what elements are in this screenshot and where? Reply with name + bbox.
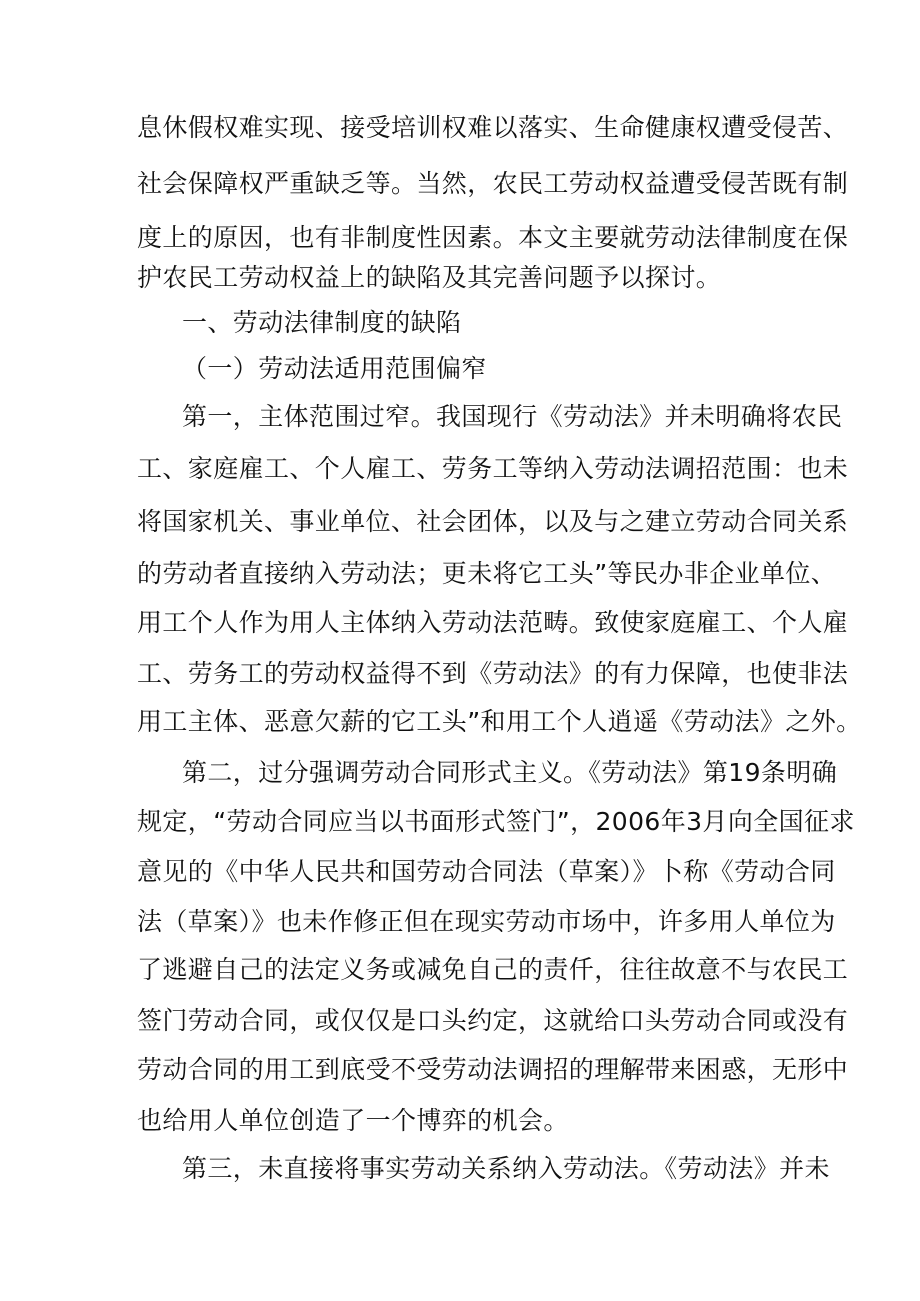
text-line: 度上的原因，也有非制度性因素。本文主要就劳动法律制度在保 (137, 223, 849, 252)
paragraph-first-line: 第三，未直接将事实劳动关系纳入劳动法。《劳动法》并未 (182, 1154, 830, 1183)
text-line: 息休假权难实现、接受培训权难以落实、生命健康权遭受侵苦、 (137, 113, 849, 142)
section-heading: 一、劳动法律制度的缺陷 (182, 308, 462, 337)
text-line: 社会保障权严重缺乏等。当然，农民工劳动权益遭受侵苦既有制 (137, 169, 849, 198)
text-line: 护农民工劳动权益上的缺陷及其完善问题予以探讨。 (137, 263, 722, 292)
text-line: 的劳动者直接纳入劳动法；更未将它工头”等民办非企业单位、 (137, 559, 837, 588)
text-line: 了逃避自己的法定义务或减免自己的责仟，往往故意不与农民工 (137, 955, 849, 984)
text-line: 规定，“劳动合同应当以书面形式签门”，2006年3月向全国征求 (137, 807, 855, 836)
subsection-heading: （一）劳动法适用范围偏窄 (182, 354, 487, 383)
text-line: 工、家庭雇工、个人雇工、劳务工等纳入劳动法调招范围：也未 (137, 454, 849, 483)
text-line: 法（草案）》也未作修正但在现实劳动市场中，许多用人单位为 (137, 907, 836, 936)
text-line: 用工主体、恶意欠薪的它工头”和用工个人逍遥《劳动法》之外。 (137, 707, 862, 736)
text-line: 也给用人单位创造了一个博弈的机会。 (137, 1106, 569, 1135)
text-line: 工、劳务工的劳动权益得不到《劳动法》的有力保障，也使非法 (137, 659, 849, 688)
text-line: 签门劳动合同，或仅仅是口头约定，这就给口头劳动合同或没有 (137, 1006, 849, 1035)
text-line: 劳动合同的用工到底受不受劳动法调招的理解带来困惑，无形中 (137, 1055, 849, 1084)
text-line: 将国家机关、事业单位、社会团体，以及与之建立劳动合同关系 (137, 507, 849, 536)
paragraph-first-line: 第二，过分强调劳动合同形式主义。《劳动法》第19条明确 (182, 758, 838, 787)
text-line: 用工个人作为用人主体纳入劳动法范畴。致使家庭雇工、个人雇 (137, 608, 849, 637)
paragraph-first-line: 第一，主体范围过窄。我国现行《劳动法》并未明确将农民 (182, 402, 843, 431)
text-line: 意见的《中华人民共和国劳动合同法（草案）》卜称《劳动合同 (137, 857, 836, 886)
